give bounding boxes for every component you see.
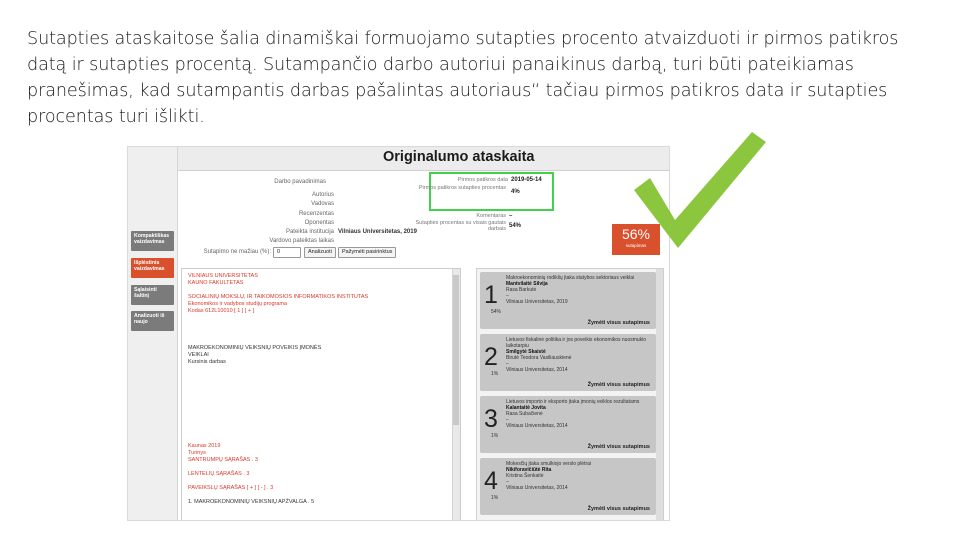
institution-value: Vilniaus Universitetas, 2019 — [338, 229, 417, 235]
similarity-score-value: 56% — [621, 226, 651, 242]
first-check-date-label: Pirmos patikros data — [457, 177, 508, 183]
result-author: Mantvilaitė Silvija — [506, 281, 548, 287]
result-author: Kalantaitė Jovita — [506, 405, 546, 411]
sidebar-compact-view-button[interactable]: Kompaktiškas vaizdavimas — [131, 231, 174, 251]
result-rank: 4 — [484, 467, 498, 495]
threshold-input[interactable]: 0 — [273, 247, 301, 258]
document-preview[interactable] — [181, 268, 461, 521]
similarity-score-label: sutapimas — [625, 243, 647, 248]
document-line: MAKROEKONOMINIŲ VEIKSNIŲ POVEIKIS ĮMONĖS — [188, 345, 322, 351]
result-source: Vilniaus Universitetas, 2014 — [506, 367, 568, 373]
document-scroll-thumb[interactable] — [453, 275, 459, 425]
first-check-pct-label: Pirmos patikros sutapties procentas — [418, 185, 506, 191]
slide-paragraph: Sutapties ataskaitose šalia dinamiškai formuojamo sutapties procento atvaizduoti ir pirmos patikros datą ir sutapties procentą. Sutampančio darbo autoriui panaikinus darbą, turi būti pateikiamas pranešimas, kad sutampantis darbas pašalintas autoriaus“ tačiau pirmos patikros data ir sutapties procentas turi išlikti. — [27, 29, 899, 127]
report-sidebar — [128, 147, 178, 521]
results-scrollbar[interactable] — [656, 269, 663, 521]
current-pct-value: 54% — [509, 223, 522, 229]
form-label-title: Darbo pavadinimas — [274, 179, 326, 185]
result-rank: 2 — [484, 343, 498, 371]
mark-all-matches-link[interactable]: Žymėti visus sutapimus — [587, 444, 650, 450]
first-check-highlight — [418, 172, 554, 211]
document-line: Kursinis darbas — [188, 359, 226, 365]
first-check-date-value: 2019-05-14 — [511, 177, 542, 183]
document-line: VEIKLAI — [188, 352, 209, 358]
result-supervisor: Birutė Teodora Vasiliauskienė — [506, 355, 572, 361]
first-check-pct-value: 4% — [511, 189, 520, 195]
checkmark-icon — [630, 128, 770, 253]
result-details — [506, 337, 651, 373]
report-header — [178, 147, 670, 171]
result-percent: 54% — [491, 309, 502, 315]
comment-value: – — [509, 213, 513, 219]
sidebar-extended-view-button[interactable]: Išplėstinis vaizdavimas — [131, 258, 174, 278]
result-supervisor: Kristina Šenkaitė — [506, 473, 544, 479]
form-label-opponent: Oponentas — [304, 220, 334, 226]
result-details — [506, 275, 651, 305]
sidebar-exclude-source-button[interactable]: Sąlaisinti šaltinį — [131, 285, 174, 305]
document-line: Ekonomikos ir vadybos studijų programa — [188, 301, 288, 307]
result-author: Nikiforavičiūtė Rita — [506, 467, 552, 473]
current-pct-label: Sutapties procentas su visais gautais darbais — [415, 220, 506, 232]
document-line: LENTELIŲ SĄRAŠAS . 3 — [188, 471, 250, 477]
results-list — [476, 268, 664, 521]
result-card[interactable] — [480, 396, 656, 453]
result-extra: – — [506, 479, 509, 485]
result-card[interactable] — [480, 272, 656, 329]
report-screenshot — [127, 146, 670, 521]
result-author: Smilgytė Skaistė — [506, 349, 546, 355]
result-extra: – — [506, 361, 509, 367]
result-extra: – — [506, 293, 509, 299]
form-label-time: Vardovo pateiktas laikas — [269, 238, 334, 244]
form-label-reviewer: Recenzentas — [298, 211, 334, 217]
form-label-author: Autorius — [311, 192, 334, 198]
document-line: Kaunas 2019 — [188, 443, 221, 449]
result-supervisor: Rasa Subačienė — [506, 411, 543, 417]
result-percent: 1% — [491, 433, 499, 439]
document-line: PAVEIKSLŲ SĄRAŠAS [ + ] [ - ] . 3 — [188, 485, 274, 491]
sidebar-reanalyze-button[interactable]: Analizuoti iš naujo — [131, 311, 174, 331]
document-line: KAUNO FAKULTETAS — [188, 280, 244, 286]
threshold-label: Sutapimo ne mažiau (%): — [203, 249, 271, 255]
document-scrollbar[interactable] — [452, 269, 460, 521]
result-source: Vilniaus Universitetas, 2019 — [506, 299, 568, 305]
result-title: Mokesčių įtaka smulkiojo verslo plėtrai — [506, 461, 592, 467]
mark-selected-button[interactable]: Pažymėti pasirinktus — [338, 247, 396, 258]
form-label-supervisor: Vadovas — [311, 201, 334, 207]
report-title: Originalumo ataskaita — [383, 149, 535, 165]
result-details — [506, 399, 651, 429]
result-title: Lietuvos fiskalinė politika ir jos poveikis ekonomikos nuosmukio laikotarpiu — [506, 337, 647, 349]
comment-label: Komentaras — [476, 213, 506, 219]
result-supervisor: Rasa Barkutė — [506, 287, 537, 293]
result-rank: 3 — [484, 405, 498, 433]
result-rank: 1 — [484, 281, 498, 309]
result-details — [506, 461, 651, 491]
mark-all-matches-link[interactable]: Žymėti visus sutapimus — [587, 382, 650, 388]
document-line: VILNIAUS UNIVERSITETAS — [188, 273, 258, 279]
result-percent: 1% — [491, 371, 499, 377]
result-source: Vilniaus Universitetas, 2014 — [506, 485, 568, 491]
form-label-institution: Pateikta institucija — [285, 229, 334, 235]
document-line: Turinys — [188, 450, 206, 456]
analyze-button[interactable]: Analizuoti — [304, 247, 336, 258]
document-line: SANTRUMPŲ SĄRAŠAS . 3 — [188, 457, 258, 463]
result-extra: – — [506, 417, 509, 423]
result-card[interactable] — [480, 334, 656, 391]
document-line: Kodas 612L10010 [ 1 ] [ + ] — [188, 308, 255, 314]
result-percent: 1% — [491, 495, 499, 501]
mark-all-matches-link[interactable]: Žymėti visus sutapimus — [587, 320, 650, 326]
result-title: Makroekonominių rodiklių įtaka statybos sektoriaus veiklai — [506, 275, 635, 281]
document-line: 1. MAKROEKONOMINIŲ VEIKSNIŲ APŽVALGA . 5 — [188, 499, 315, 505]
result-card[interactable] — [480, 458, 656, 515]
mark-all-matches-link[interactable]: Žymėti visus sutapimus — [587, 506, 650, 512]
document-line: SOCIALINIŲ MOKSLŲ, IR TAIKOMOSIOS INFORMATIKOS INSTITUTAS — [188, 294, 369, 300]
result-title: Lietuvos importo ir eksporto įtaka įmonių veiklos rezultatams — [506, 399, 640, 405]
result-source: Vilniaus Universitetas, 2014 — [506, 423, 568, 429]
